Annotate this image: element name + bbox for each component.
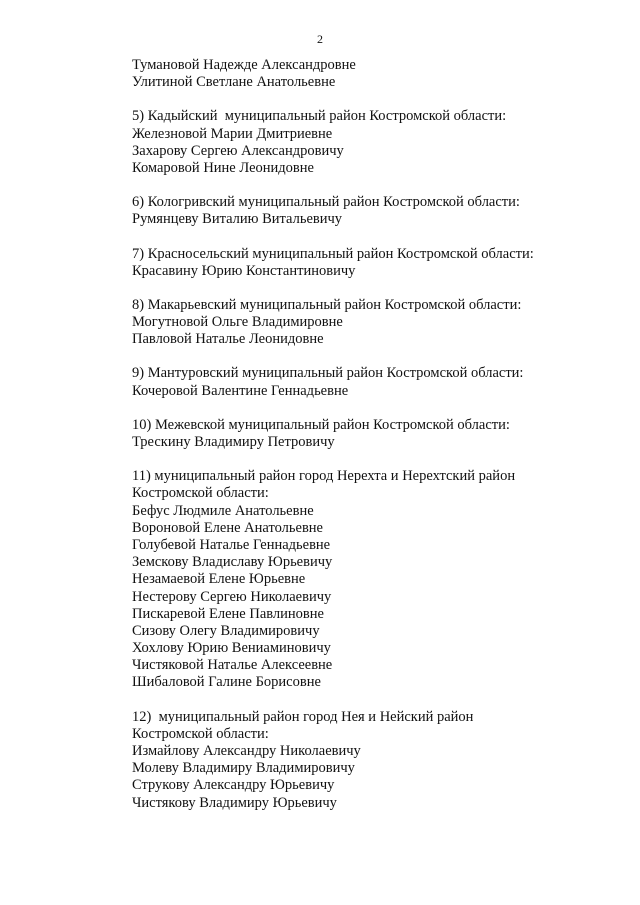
- text-line: Сизову Олегу Владимировичу: [132, 622, 320, 639]
- paragraph-block: [132, 297, 602, 349]
- text-line: Голубевой Наталье Геннадьевне: [132, 536, 331, 553]
- text-line: Измайлову Александру Николаевичу: [132, 743, 361, 759]
- district-heading: 5) Кадыйский муниципальный район Костромской области:: [132, 108, 507, 125]
- text-line: Вороновой Елене Анатольевне: [132, 519, 323, 536]
- district-heading: Костромской области:: [132, 485, 269, 502]
- text-line: Нестерову Сергею Николаевичу: [132, 588, 332, 605]
- paragraph-block: [132, 417, 602, 451]
- text-line: Пискаревой Елене Павлиновне: [132, 605, 324, 622]
- text-line: Улитиной Светлане Анатольевне: [132, 74, 336, 91]
- text-line: Земскову Владиславу Юрьевичу: [132, 554, 333, 571]
- text-line: Бефус Людмиле Анатольевне: [132, 502, 314, 519]
- text-line: Трескину Владимиру Петровичу: [132, 434, 335, 450]
- district-heading: Костромской области:: [132, 725, 269, 742]
- district-heading: 11) муниципальный район город Нерехта и Нерехтский район: [132, 468, 516, 485]
- text-line: Чистяковой Наталье Алексеевне: [132, 657, 333, 674]
- text-line: Незамаевой Елене Юрьевне: [132, 571, 306, 588]
- text-line: Кочеровой Валентине Геннадьевне: [132, 382, 349, 399]
- district-heading: 12) муниципальный район город Нея и Нейский район: [132, 708, 474, 725]
- text-line: Молеву Владимиру Владимировичу: [132, 760, 355, 777]
- text-line: Румянцеву Виталию Витальевичу: [132, 211, 343, 228]
- paragraph-block: [132, 57, 602, 91]
- text-line: Шибаловой Галине Борисовне: [132, 674, 321, 691]
- text-line: Чистякову Владимиру Юрьевичу: [132, 794, 337, 811]
- district-heading: 8) Макарьевский муниципальный район Костромской области:: [132, 296, 522, 313]
- page-number: 2: [317, 32, 323, 46]
- paragraph-block: [132, 194, 602, 228]
- text-line: Захарову Сергею Александровичу: [132, 142, 344, 159]
- document-body: [132, 57, 602, 829]
- district-heading: 9) Мантуровский муниципальный район Костромской области:: [132, 365, 524, 382]
- paragraph-block: [132, 365, 602, 399]
- district-heading: 6) Кологривский муниципальный район Костромской области:: [132, 194, 520, 211]
- text-line: Железновой Марии Дмитриевне: [132, 125, 333, 142]
- district-heading: 10) Межевской муниципальный район Костромской области:: [132, 416, 510, 433]
- text-line: Комаровой Нине Леонидовне: [132, 159, 314, 176]
- paragraph-block: [132, 709, 602, 812]
- paragraph-block: [132, 246, 602, 280]
- paragraph-block: [132, 468, 602, 691]
- text-line: Красавину Юрию Константиновичу: [132, 262, 356, 279]
- paragraph-block: [132, 108, 602, 177]
- text-line: Павловой Наталье Леонидовне: [132, 331, 324, 348]
- district-heading: 7) Красносельский муниципальный район Костромской области:: [132, 245, 534, 262]
- text-line: Могутновой Ольге Владимировне: [132, 314, 343, 331]
- text-line: Струкову Александру Юрьевичу: [132, 777, 335, 794]
- text-line: Хохлову Юрию Вениаминовичу: [132, 640, 331, 657]
- text-line: Тумановой Надежде Александровне: [132, 57, 356, 73]
